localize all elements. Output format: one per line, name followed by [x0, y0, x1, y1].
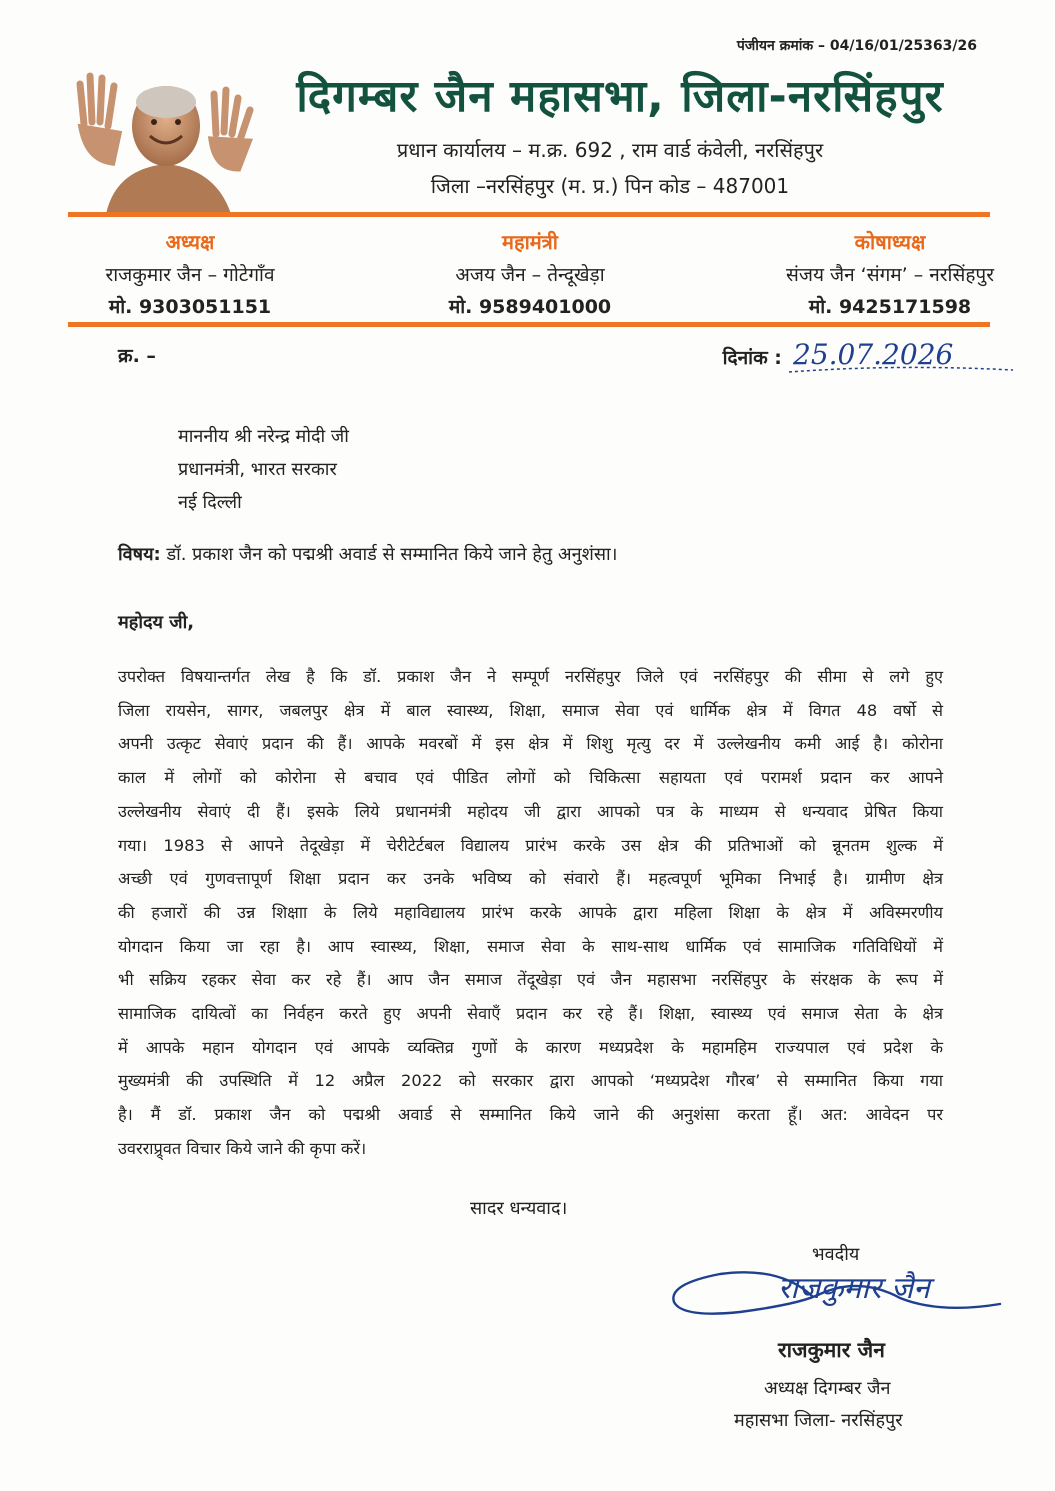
handwritten-date	[787, 334, 1015, 380]
body-line: भी सक्रिय रहकर सेवा कर रहे हैं। आप जैन समाज तेंदूखेड़ा एवं जैन महासभा नरसिंहपुर के संरक्षक के रूप में	[118, 970, 943, 990]
officer-role: कोषाध्यक्ष	[854, 230, 926, 254]
reference-number: क्र. –	[118, 345, 156, 367]
body-line: जिला रायसेन, सागर, जबलपुर क्षेत्र में बाल स्वास्थ्य, शिक्षा, समाज सेवा एवं धार्मिक क्षेत्र में विगत 48 वर्षो से	[118, 700, 943, 720]
officer-role: अध्यक्ष	[165, 230, 215, 254]
header-divider-top	[68, 212, 990, 217]
officer-name: अजय जैन – तेन्दूखेड़ा	[455, 264, 605, 286]
officer-treasurer	[740, 228, 1040, 319]
body-line: काल में लोगों को कोरोना से बचाव एवं पीडित लोगों को चिकित्सा सहायता एवं परामर्श प्रदान कर आपने	[118, 768, 943, 788]
date-value: 25.07.2026	[793, 338, 954, 371]
body-line: उवरराप्र्र्वत विचार किये जाने की कृपा करें।	[118, 1138, 367, 1158]
thanks-line: सादर धन्यवाद।	[470, 1198, 568, 1219]
body-line: की हजारों की उन्न शिक्षाा के लिये महाविद्यालय प्रारंभ करके आपके द्वारा महिला शिक्षा के क्षेत्र में अविस्मरणीय	[118, 902, 943, 922]
signatory-name: राजकुमार जैन	[778, 1338, 885, 1362]
subject-text: डॉ. प्रकाश जैन को पद्मश्री अवार्ड से सम्मानित किये जाने हेतु अनुशंसा।	[160, 544, 618, 565]
officer-name: राजकुमार जैन – गोटेगाँव	[105, 264, 275, 286]
body-line: अच्छी एवं गुणवत्तापूर्ण शिक्षा प्रदान कर उनके भविष्य को संवारो हैं। महत्वपूर्ण भूमिका निभाई है। ग्रामीण क्षेत्र	[118, 869, 943, 889]
officer-secretary	[380, 228, 680, 319]
body-line: सामाजिक दायित्वों का निर्वहन करते हुए अपनी सेवाएँ प्रदान कर रहे हैं। शिक्षा, स्वास्थ्य एवं समाज सेता के क्षेत्र	[118, 1004, 943, 1024]
registration-number: पंजीयन क्रमांक – 04/16/01/25363/26	[736, 38, 977, 54]
signature-text: राजकुमार जैन	[778, 1271, 930, 1306]
address-line-1: प्रधान कार्यालय – म.क्र. 692 , राम वार्ड कंवेली, नरसिंहपुर	[396, 138, 824, 162]
subject-line	[118, 542, 618, 566]
body-line: गया। 1983 से आपने तेदूखेड़ा में चेरीटेर्टबल विद्यालय प्रारंभ करके उस क्षेत्र की प्रतिभाओं को न्नूनतम शुल्क में	[118, 835, 943, 855]
organization-title: दिगम्बर जैन महासभा, जिला-नरसिंहपुर	[296, 71, 944, 122]
date-field	[723, 334, 1015, 380]
body-line: उपरोक्त विषयान्तर्गत लेख है कि डॉ. प्रकाश जैन ने सम्पूर्ण नरसिंहपुर जिले एवं नरसिंहपुर की सीमा से लगे हुए	[118, 667, 943, 686]
signatory-organization: महासभा जिला- नरसिंहपुर	[734, 1410, 903, 1431]
officer-phone: मो. 9425171598	[808, 296, 972, 318]
yours-faithfully: भवदीय	[812, 1244, 860, 1265]
officer-role: महामंत्री	[502, 230, 558, 254]
address-line-2: जिला –नरसिंहपुर (म. प्र.) पिन कोड – 487001	[430, 174, 790, 198]
recipient-block	[178, 420, 349, 519]
body-line: उल्लेखनीय सेवाएं दी हैं। इसके लिये प्रधानमंत्री महोदय जी द्वारा आपको पत्र के माध्यम से धन्यवाद प्रेषित किया	[118, 801, 943, 821]
portrait-photo	[66, 64, 266, 214]
officer-phone: मो. 9589401000	[448, 296, 612, 318]
officer-phone: मो. 9303051151	[108, 296, 272, 318]
handwritten-signature	[660, 1258, 1010, 1332]
body-line: योगदान किया जा रहा है। आप स्वास्थ्य, शिक्षा, समाज सेवा के साथ-साथ धार्मिक एवं सामाजिक गतिविधियों में	[118, 936, 943, 956]
recipient-city: नई दिल्ली	[178, 492, 242, 513]
body-line: है। मैं डॉ. प्रकाश जैन को पद्मश्री अवार्ड से सम्मानित किये जाने की अनुशंसा करता हूँ। अत: आवेदन पर	[118, 1105, 943, 1125]
signatory-designation: अध्यक्ष दिगम्बर जैन	[764, 1378, 891, 1399]
subject-label: विषय:	[118, 544, 161, 565]
recipient-title: प्रधानमंत्री, भारत सरकार	[178, 459, 337, 480]
recipient-name: माननीय श्री नरेन्द्र मोदी जी	[178, 426, 349, 447]
letter-body	[118, 660, 943, 1166]
salutation: महोदय जी,	[118, 612, 195, 633]
body-line: में आपके महान योगदान एवं आपके व्यक्तिव्र गुणों के कारण मध्यप्रदेश के महामहिम राज्यपाल एवं प्रदेश के	[118, 1037, 943, 1057]
officer-name: संजय जैन ‘संगम’ – नरसिंहपुर	[786, 264, 994, 286]
header-divider-bottom	[68, 322, 990, 327]
body-line: मुख्यमंत्री की उपस्थिति में 12 अप्रैल 2022 को सरकार द्वारा आपको ‘मध्यप्रदेश गौरब’ से सम्मानित किया गया	[118, 1071, 943, 1091]
body-line: अपनी उत्कृट सेवाएं प्रदान की हैं। आपके मवरबों में इस क्षेत्र में शिशु मृत्यु दर में उल्लेखनीय कमी आई है। कोरोना	[118, 734, 943, 754]
date-label: दिनांक :	[722, 347, 782, 369]
officer-president	[40, 228, 340, 319]
